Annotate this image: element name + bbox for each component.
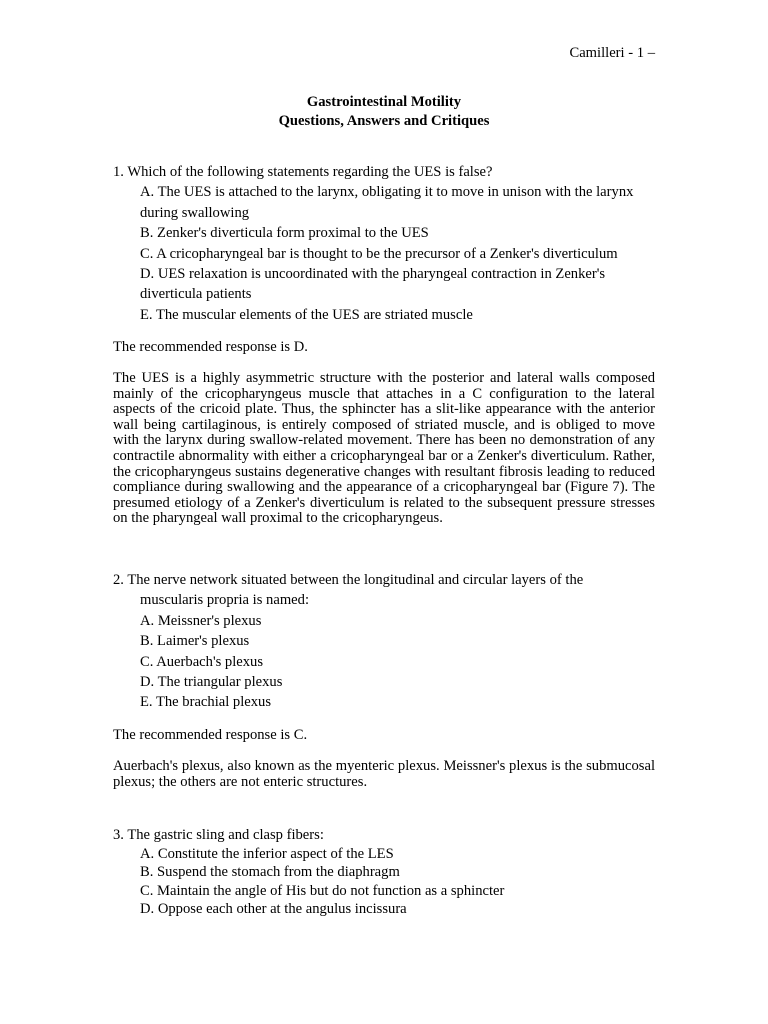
critique-paragraph: The UES is a highly asymmetric structure with the posterior and lateral walls composed mainly of the cricopharyngeus muscle that attaches in a C configuration to the lateral aspects of the cricoid plate. Thus, the sphincter has a slit-like appearance with the anterior wall being cartilaginous, is entirely composed of striated muscle, and is obliged to move with the larynx during swallow-related movement. There has been no demonstration of any contractile abnormality with either a cricopharyngeal bar or a Zenker's diverticulum. Rather, the cricopharyngeus sustains degenerative changes with resultant fibrosis leading to reduced compliance during swallowing and the appearance of a cricopharyngeal bar (Figure 7). The presumed etiology of a Zenker's diverticulum is related to the subsequent pressure stresses on the pharyngeal wall proximal to the cricopharyngeus.: [113, 370, 655, 527]
answer-option: B. Suspend the stomach from the diaphragm: [140, 864, 400, 881]
answer-option: A. Meissner's plexus: [140, 612, 262, 629]
answer-option: D. The triangular plexus: [140, 674, 283, 691]
answer-option: D. UES relaxation is uncoordinated with the pharyngeal contraction in Zenker's diverticula patients: [140, 266, 606, 303]
answer-option: A. The UES is attached to the larynx, obligating it to move in unison with the larynx during swallowing: [140, 184, 634, 221]
answer-option: D. Oppose each other at the angulus incissura: [140, 901, 407, 918]
answer-option: B. Laimer's plexus: [140, 633, 250, 650]
title-line-2: Questions, Answers and Critiques: [278, 113, 490, 129]
answer-option: E. The muscular elements of the UES are striated muscle: [140, 306, 473, 323]
question-stem: 3. The gastric sling and clasp fibers:: [113, 827, 324, 843]
running-header: Camilleri - 1 –: [569, 45, 655, 61]
question-3: [113, 826, 658, 919]
question-1: [113, 162, 658, 325]
answer-option: B. Zenker's diverticula form proximal to the UES: [140, 225, 429, 242]
question-stem: 2. The nerve network situated between the longitudinal and circular layers of the: [113, 572, 584, 588]
recommended-response: The recommended response is D.: [113, 339, 308, 355]
title-line-1: Gastrointestinal Motility: [306, 94, 462, 110]
document-title: [0, 93, 768, 131]
critique-paragraph: Auerbach's plexus, also known as the myenteric plexus. Meissner's plexus is the submucosal plexus; the others are not enteric structures.: [113, 758, 655, 790]
answer-option: C. A cricopharyngeal bar is thought to be the precursor of a Zenker's diverticulum: [140, 245, 618, 262]
answer-option: C. Maintain the angle of His but do not function as a sphincter: [140, 882, 505, 899]
answer-option: E. The brachial plexus: [140, 694, 272, 711]
question-stem: 1. Which of the following statements regarding the UES is false?: [113, 164, 493, 180]
question-stem-continuation: muscularis propria is named:: [140, 592, 310, 609]
answer-option: C. Auerbach's plexus: [140, 653, 264, 670]
question-2: [113, 570, 658, 713]
answer-option: A. Constitute the inferior aspect of the LES: [140, 845, 394, 862]
recommended-response: The recommended response is C.: [113, 727, 308, 743]
